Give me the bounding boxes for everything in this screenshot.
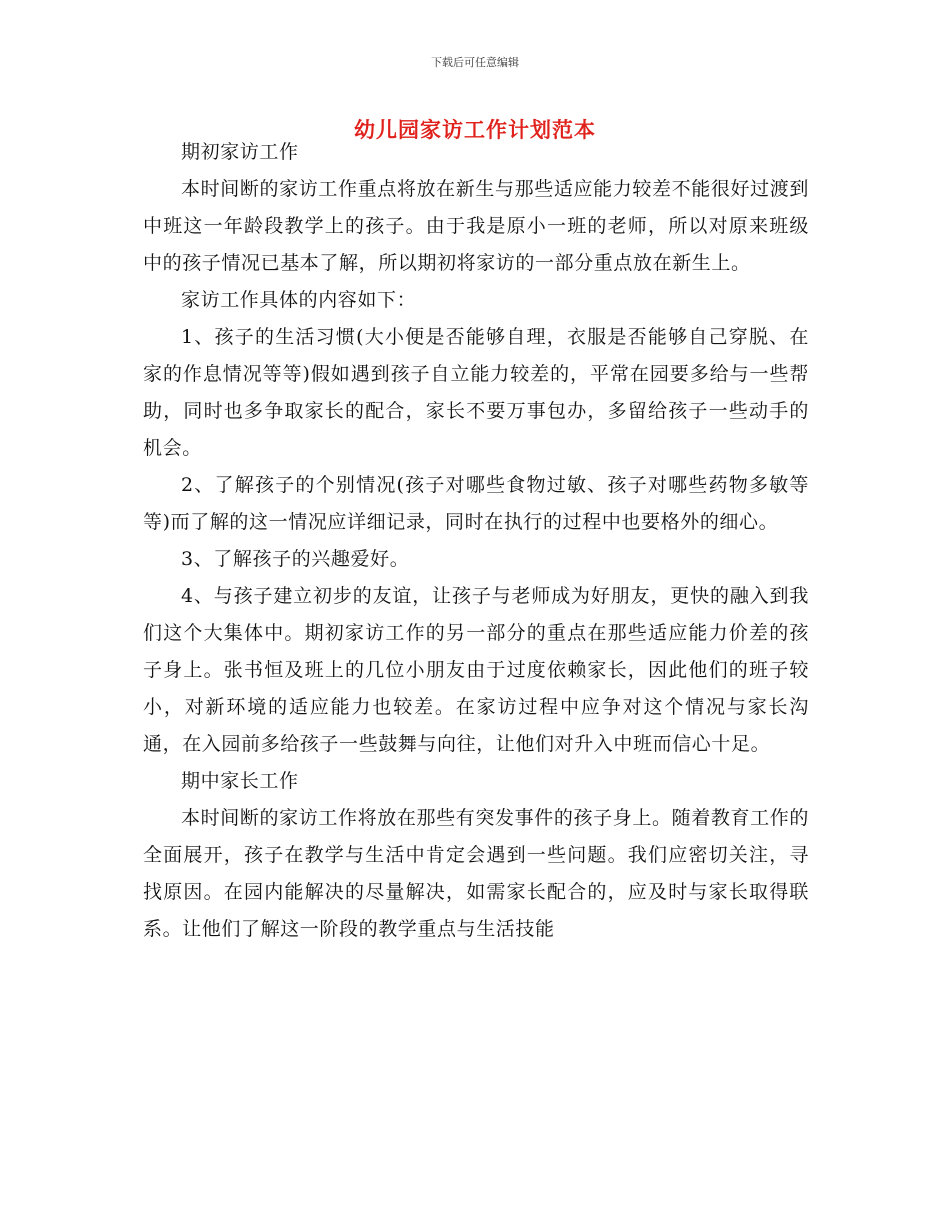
paragraph-midterm-focus: 本时间断的家访工作将放在那些有突发事件的孩子身上。随着教育工作的全面展开，孩子在教学与生活中肯定会遇到一些问题。我们应密切关注，寻找原因。在园内能解决的尽量解决，如需家长配合的，应及时与家长取得联系。让他们了解这一阶段的教学重点与生活技能 (143, 807, 809, 940)
document-title: 幼儿园家访工作计划范本 (354, 118, 596, 142)
section-heading-initial-visits: 期初家访工作 (181, 141, 299, 163)
document-body (143, 134, 809, 948)
list-item-2-individual-conditions: 2、了解孩子的个别情况(孩子对哪些食物过敏、孩子对哪些药物多敏等等)而了解的这一情况应详细记录，同时在执行的过程中也要格外的细心。 (143, 474, 809, 533)
header-note: 下载后可任意编辑 (431, 56, 519, 69)
list-item-1-living-habits: 1、孩子的生活习惯(大小便是否能够自理，衣服是否能够自己穿脱、在家的作息情况等等)假如遇到孩子自立能力较差的，平常在园要多给与一些帮助，同时也多争取家长的配合，家长不要万事包办，多留给孩子一些动手的机会。 (143, 326, 809, 459)
list-item-3-interests: 3、了解孩子的兴趣爱好。 (181, 548, 410, 570)
paragraph-initial-focus: 本时间断的家访工作重点将放在新生与那些适应能力较差不能很好过渡到中班这一年龄段教学上的孩子。由于我是原小一班的老师，所以对原来班级中的孩子情况已基本了解，所以期初将家访的一部分重点放在新生上。 (143, 178, 809, 274)
paragraph-content-intro: 家访工作具体的内容如下： (181, 289, 417, 311)
list-item-4-friendship: 4、与孩子建立初步的友谊，让孩子与老师成为好朋友，更快的融入到我们这个大集体中。期初家访工作的另一部分的重点在那些适应能力价差的孩子身上。张书恒及班上的几位小朋友由于过度依赖家长，因此他们的班子较小，对新环境的适应能力也较差。在家访过程中应争对这个情况与家长沟通，在入园前多给孩子一些鼓舞与向往，让他们对升入中班而信心十足。 (143, 585, 809, 755)
section-heading-midterm-work: 期中家长工作 (181, 770, 299, 792)
